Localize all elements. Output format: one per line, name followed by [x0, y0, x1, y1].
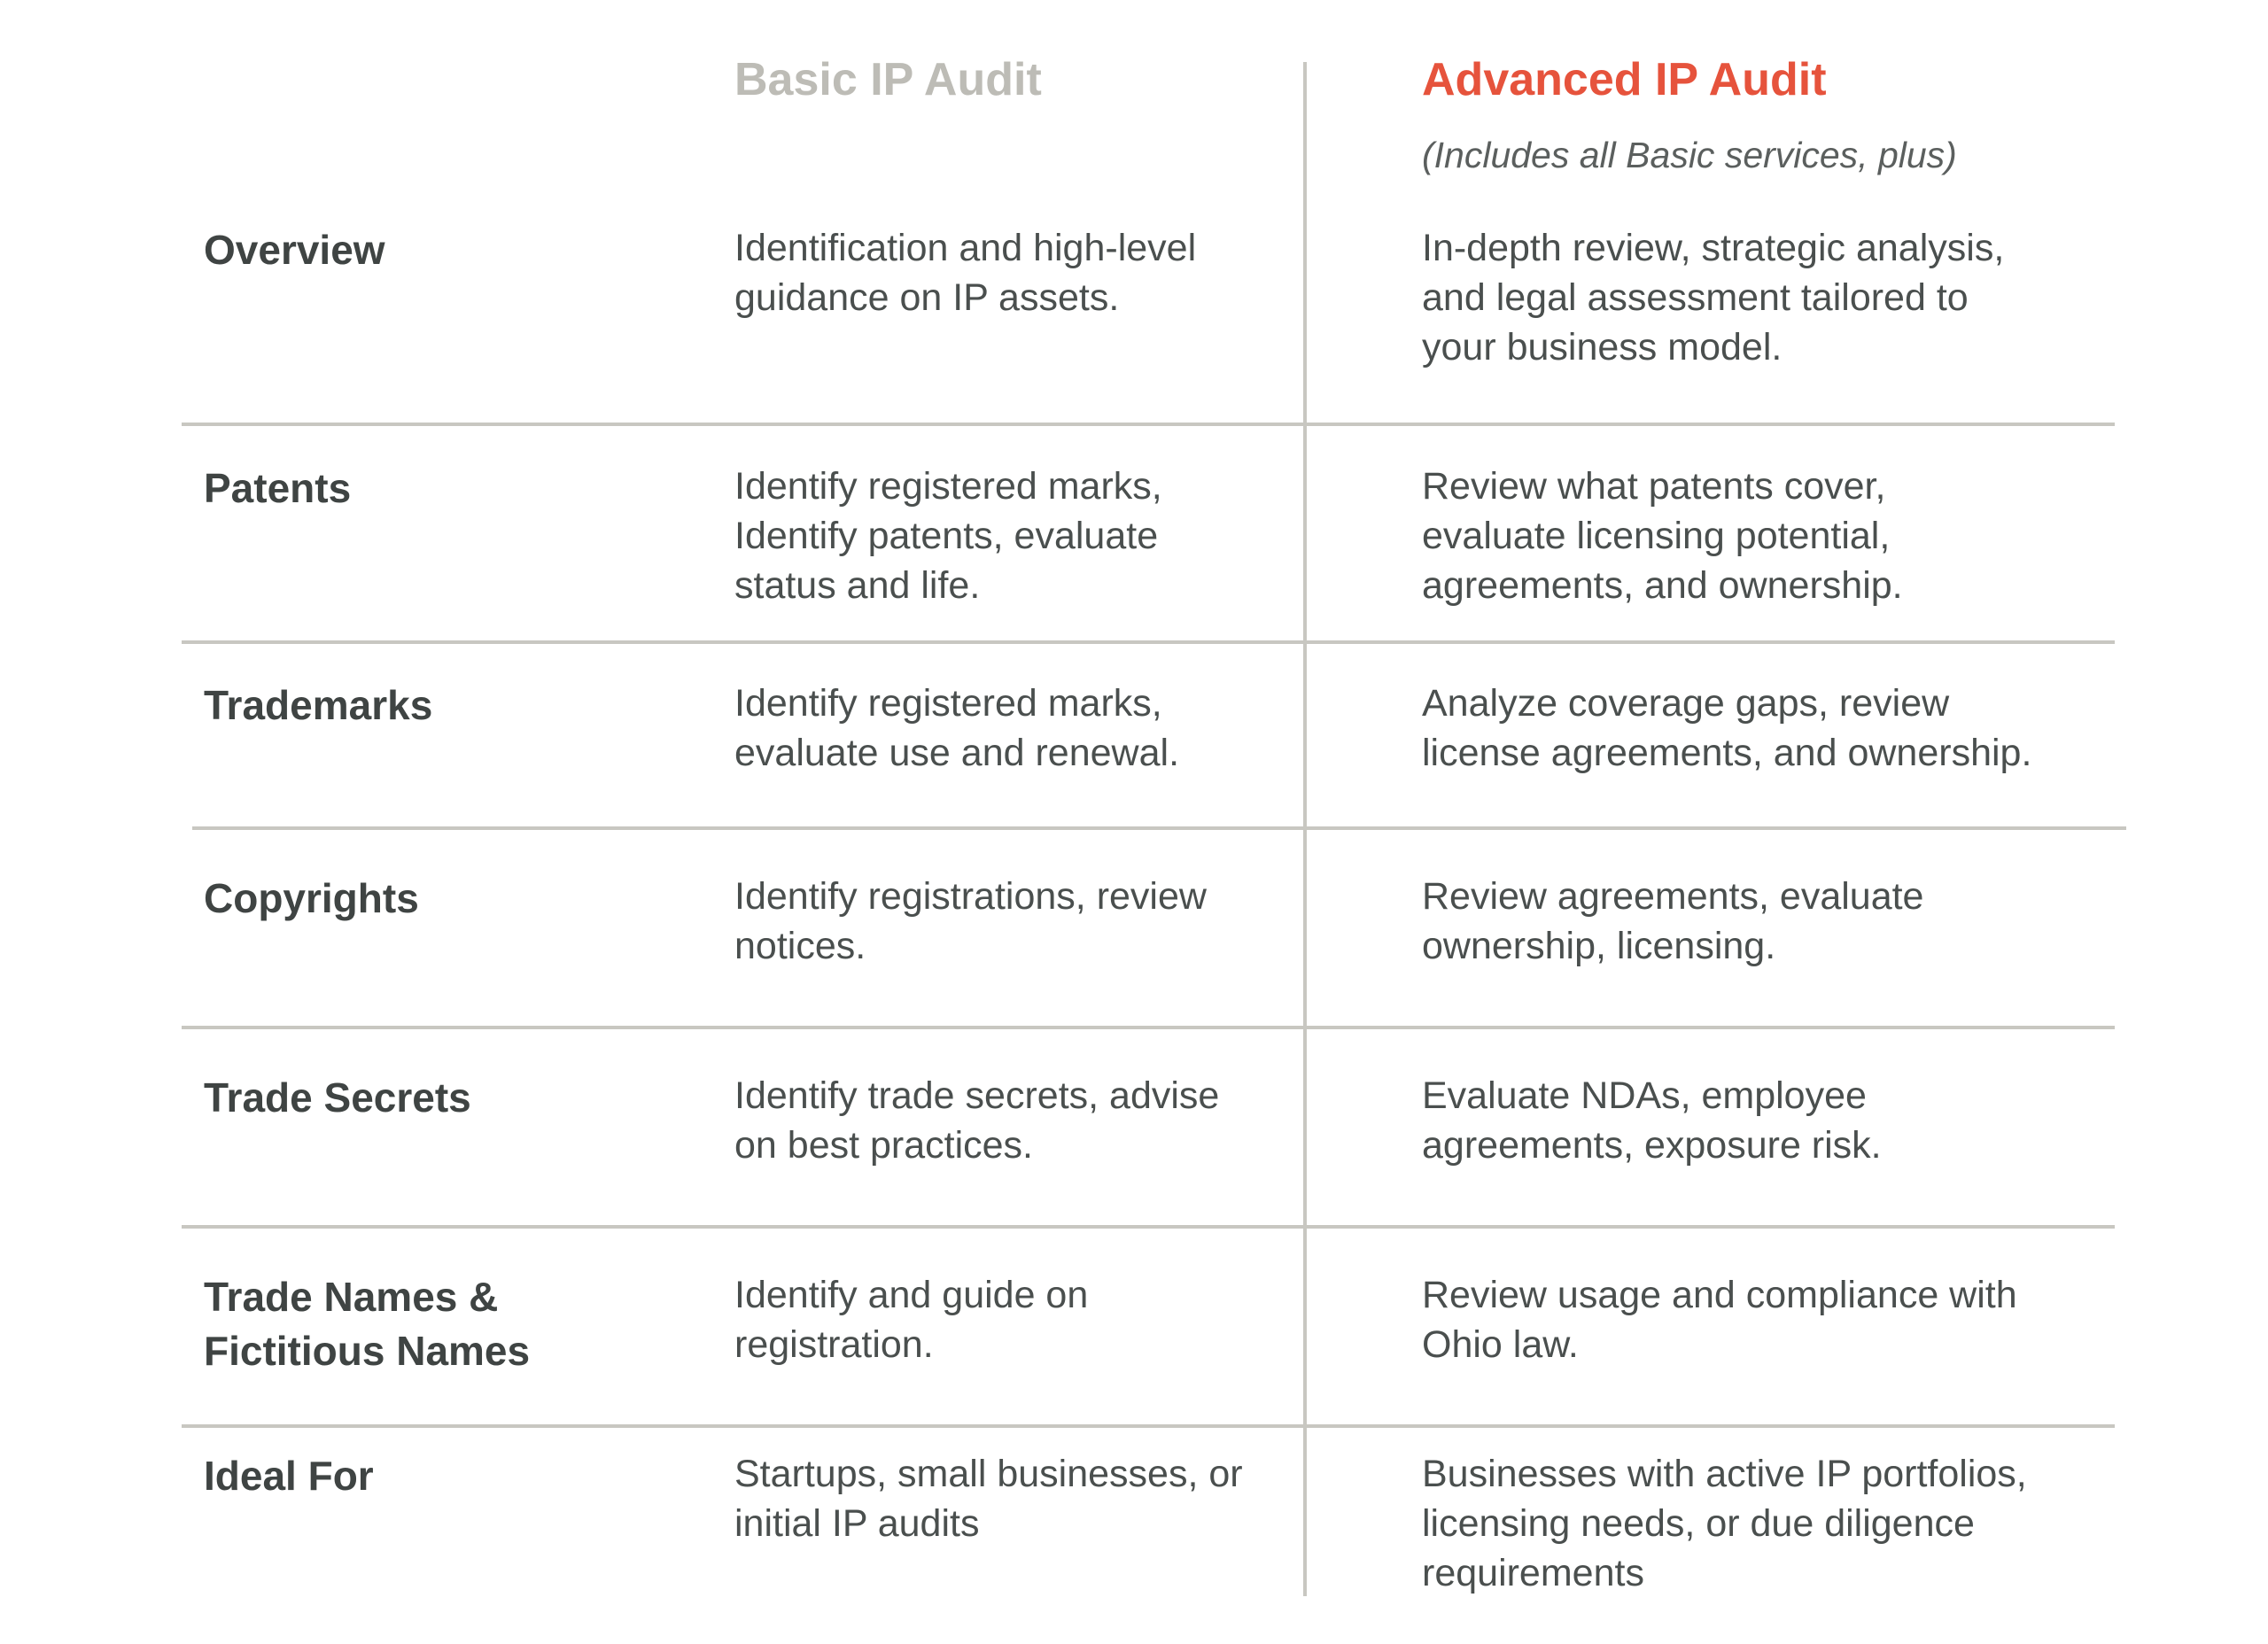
row-label-overview: Overview	[204, 227, 385, 273]
advanced-audit-header: Advanced IP Audit	[1422, 54, 1827, 105]
basic-cell-overview: Identification and high-level guidance on IP assets.	[734, 227, 1197, 319]
advanced-cell-trademarks: Analyze coverage gaps, review license agreements, and ownership.	[1422, 682, 2032, 774]
basic-cell-ideal-for: Startups, small businesses, or initial IP audits	[734, 1453, 1243, 1545]
advanced-cell-copyrights: Review agreements, evaluate ownership, licensing.	[1422, 875, 1924, 967]
basic-cell-trademarks: Identify registered marks, evaluate use and renewal.	[734, 682, 1180, 774]
advanced-cell-trade-names: Review usage and compliance with Ohio law.	[1422, 1274, 2017, 1366]
basic-audit-header: Basic IP Audit	[734, 54, 1042, 105]
row-label-trade-names: Trade Names & Fictitious Names	[204, 1274, 531, 1374]
row-divider	[192, 826, 2126, 830]
row-divider	[182, 640, 2115, 644]
row-label-patents: Patents	[204, 465, 352, 511]
row-label-ideal-for: Ideal For	[204, 1453, 374, 1499]
row-divider	[182, 1424, 2115, 1428]
row-divider	[182, 1026, 2115, 1029]
advanced-audit-note: (Includes all Basic services, plus)	[1422, 135, 1957, 175]
row-divider	[182, 1225, 2115, 1229]
basic-cell-patents: Identify registered marks, Identify patents, evaluate status and life.	[734, 465, 1162, 607]
basic-cell-copyrights: Identify registrations, review notices.	[734, 875, 1207, 967]
row-label-trademarks: Trademarks	[204, 682, 433, 728]
row-divider	[182, 423, 2115, 426]
advanced-cell-overview: In-depth review, strategic analysis, and legal assessment tailored to your business model.	[1422, 227, 2005, 368]
row-label-trade-secrets: Trade Secrets	[204, 1074, 471, 1121]
advanced-cell-trade-secrets: Evaluate NDAs, employee agreements, exposure risk.	[1422, 1074, 1882, 1167]
advanced-cell-ideal-for: Businesses with active IP portfolios, licensing needs, or due diligence requirements	[1422, 1453, 2027, 1594]
row-label-copyrights: Copyrights	[204, 875, 419, 921]
basic-cell-trade-names: Identify and guide on registration.	[734, 1274, 1089, 1366]
advanced-cell-patents: Review what patents cover, evaluate licensing potential, agreements, and ownership.	[1422, 465, 1903, 607]
basic-cell-trade-secrets: Identify trade secrets, advise on best practices.	[734, 1074, 1220, 1167]
